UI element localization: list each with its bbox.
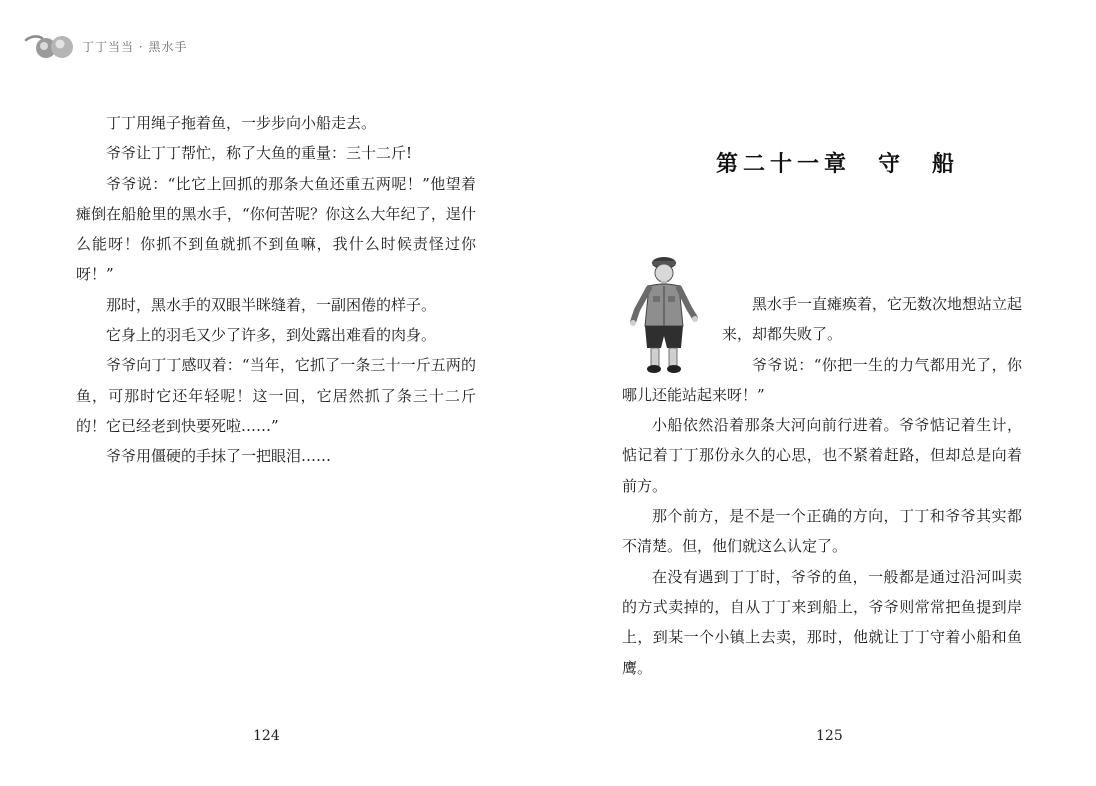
page-number-right: 125: [816, 728, 843, 744]
paragraph: 爷爷说：“你把一生的力气都用光了，你哪儿还能站起来呀！”: [622, 355, 1022, 404]
page-number-left: 124: [253, 728, 280, 744]
paragraph: 爷爷让丁丁帮忙，称了大鱼的重量：三十二斤!: [106, 144, 413, 163]
left-page-body: [76, 108, 476, 472]
paragraph: 那个前方，是不是一个正确的方向，丁丁和爷爷其实都不清楚。但，他们就这么认定了。: [622, 507, 1022, 556]
running-header: [24, 32, 244, 64]
paragraph: 爷爷向丁丁感叹着：“当年，它抓了一条三十一斤五两的鱼，可那时它还年轻呢！这一回，它居然抓了条三十二斤的！它已经老到快要死啦……”: [76, 356, 476, 435]
illustration-wrap-space: [622, 289, 722, 373]
paragraph: 在没有遇到丁丁时，爷爷的鱼，一般都是通过沿河叫卖的方式卖掉的，自从丁丁来到船上，爷爷则常常把鱼提到岸上，到某一个小镇上去卖，那时，他就让丁丁守着小船和鱼鹰。: [622, 567, 1022, 677]
chapter-title: 第二十一章 守 船: [716, 151, 960, 177]
paragraph: 爷爷用僵硬的手抹了一把眼泪……: [106, 447, 332, 466]
series-title: 丁丁当当 · 黑水手: [82, 40, 188, 54]
paragraph: 丁丁用绳子拖着鱼，一步步向小船走去。: [106, 114, 377, 132]
paragraph: 它身上的羽毛又少了许多，到处露出难看的肉身。: [106, 326, 437, 345]
paragraph: 爷爷说：“比它上回抓的那条大鱼还重五两呢！”他望着瘫倒在船舱里的黑水手，“你何苦呢？你这么大年纪了，逞什么能呀！你抓不到鱼就抓不到鱼嘛，我什么时候责怪过你呀！”: [76, 174, 476, 284]
paragraph: 小船依然沿着那条大河向前行进着。爷爷惦记着生计，惦记着丁丁那份永久的心思，也不紧着赶路，但却总是向着前方。: [622, 416, 1022, 495]
paragraph: 黑水手一直瘫痪着，它无数次地想站立起来，却都失败了。: [722, 295, 1023, 344]
paragraph: 那时，黑水手的双眼半眯缝着，一副困倦的样子。: [106, 295, 437, 314]
double-circle-logo-icon: [24, 32, 80, 62]
right-page-body: [622, 289, 1022, 683]
